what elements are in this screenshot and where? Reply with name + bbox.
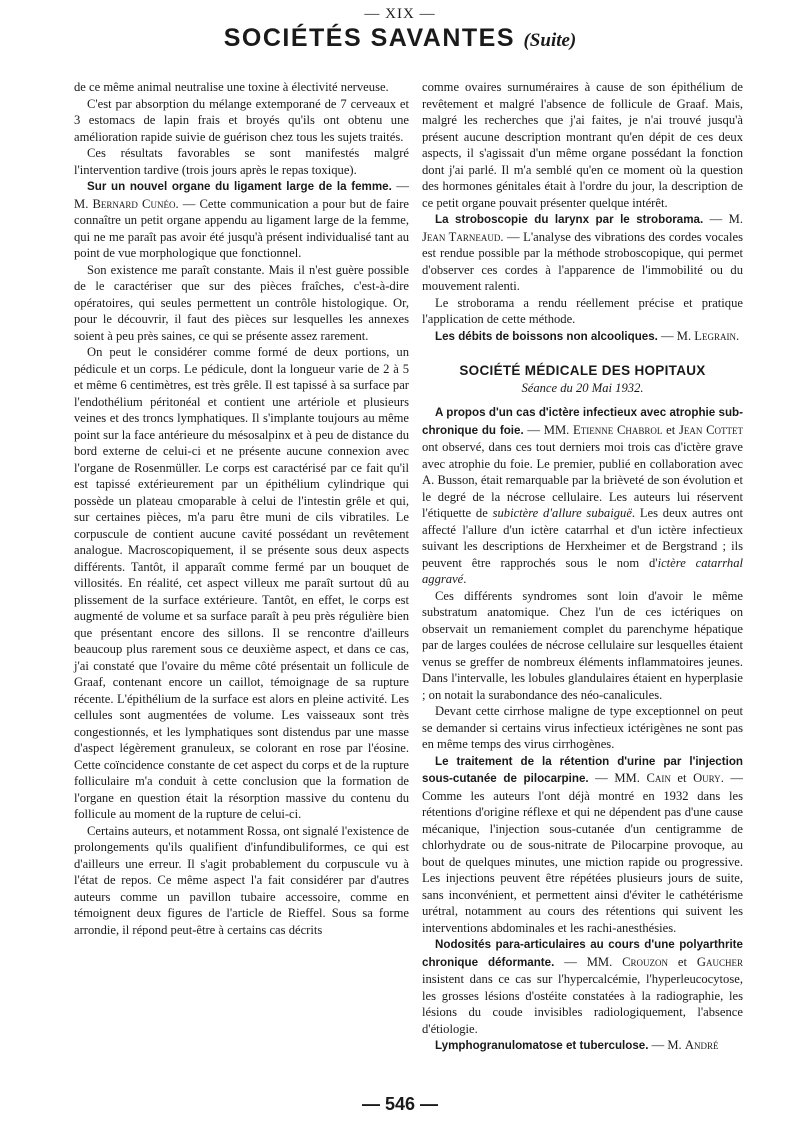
article-andre	[422, 1037, 743, 1055]
separator: — M.	[648, 1038, 685, 1052]
article-cuneo	[74, 178, 409, 262]
article-crouzon	[422, 936, 743, 1037]
article-text: . — L'analyse des vibrations des cordes vocales est rendue possible par la méthode stroboscopique, qui permet d'observer ces cordes à l'apparence de l'immobilité ou du mouvement ralenti.	[422, 229, 743, 293]
paragraph: Ces différents syndromes sont loin d'avoir le même substratum anatomique. Chez l'un de ces ictériques on observait un remaniement complet du parenchyme hépatique par de larges coulées de nécrose cellulaire sur lesquelles étaient venus se greffer de nombreux éléments inflammatoires jeunes. Dans l'intervalle, les lobules glandulaires étaient en hyperplasie ; on notait la surabondance des néo-canalicules.	[422, 588, 743, 702]
author-name: Oury	[693, 771, 721, 785]
author-name: Cain	[646, 771, 671, 785]
author-name: André	[684, 1038, 719, 1052]
paragraph: Certains auteurs, et notamment Rossa, ont signalé l'existence de prolongements qu'ils qualifient d'infundibuliformes, ce qui est d'ailleurs une erreur. Il s'agit probablement du corpuscule vu à l'état de repos. Ce même aspect l'a fait considérer par d'autres auteurs comme un pavillon tubaire accessoire, comme en témoignent deux figures de l'article de Rieffel. Sous sa forme arrondie, il répond peut-être à certains cas décrits	[74, 823, 409, 937]
separator: — M.	[657, 328, 695, 343]
separator: — M.	[74, 179, 409, 211]
author-name: Legrain	[694, 328, 736, 343]
page-number: — 546 —	[361, 1094, 439, 1114]
paragraph: de ce même animal neutralise une toxine à électivité nerveuse.	[74, 80, 389, 94]
author-name: Jean Cottet	[678, 422, 743, 437]
paragraph: Ces résultats favorables se sont manifestés malgré l'intervention tardive (trois jours après le repas toxique).	[74, 146, 409, 177]
punctuation: .	[463, 572, 467, 586]
right-column	[422, 79, 743, 1055]
page-title	[0, 24, 800, 53]
paragraph: C'est par absorption du mélange extemporané de 7 cerveaux et 3 estomacs de lapin frais et broyés qu'ils ont obtenu une amélioration rapide suivie de guérison chez tous les sujets traités.	[74, 96, 409, 144]
conjunction: et	[662, 422, 679, 437]
section-date: Séance du 20 Mai 1932.	[521, 380, 644, 395]
author-name: Etienne Chabrol	[573, 422, 663, 437]
article-legrain	[422, 328, 743, 346]
article-heading: A propos d'un cas d'ictère infectieux avec atrophie sub-chronique du foie.	[422, 406, 743, 437]
separator: — MM.	[554, 954, 623, 969]
article-chabrol	[422, 404, 743, 588]
title-main: SOCIÉTÉS SAVANTES	[223, 24, 516, 52]
paragraph: comme ovaires surnuméraires à cause de son épithélium de revêtement et malgré l'absence de follicule de Graaf. Mais, malgré les recherches que j'ai faites, je n'ai trouvé jusqu'à présent aucune description montrant qu'en dépit de ces deux aspects, il s'agissait d'un même organe possédant la fonction dont j'ai parlé. Il m'a semblé qu'en ce moment où la question des hormones génitales était à l'ordre du jour, la description de ce petit organe pouvait présenter quelque intérêt.	[422, 80, 743, 210]
article-text: ont observé, dans ces tout derniers moi trois cas d'ictère grave avec atrophie du foie. Le premier, publié en collaboration avec A. Busson, était remarquable par la brièveté de son évolution et le degré de la nécrose cellulaire. Les auteurs lui réservent l'étiquette de	[422, 440, 743, 520]
author-name: Bernard Cunéo	[92, 196, 176, 211]
author-name: Jean Tarneaud	[422, 229, 501, 244]
italic-term: ictère catarrhal aggravé	[422, 555, 743, 586]
title-suffix: (Suite)	[523, 30, 577, 51]
article-text: . Les deux autres ont affecté l'allure d'un ictère catarrhal et d'un ictère infectieux suivant les descriptions de Herxheimer et de Bergstrand ; ils peuvent être rapprochés sous le nom d'	[422, 506, 744, 570]
paragraph: On peut le considérer comme formé de deux portions, un pédicule et un corps. Le pédicule, dont la longueur varie de 2 à 5 et même 6 centimètres, est très grêle. Il est tapissé à sa surface par l'endothélium péritonéal et contient une artériole et plusieurs veines et des troncs lymphatiques. Il s'implante toujours au même point sur la face antérieure du mésosalpinx et à peu de distance du bord externe de celui-ci et ne présente aucune connexion avec l'organe de Rosenmüller. Le corps est caractérisé par ce fait qu'il est tapissé extérieurement par un épithélium cylindrique qui possède un plateau cmoparable à celui de l'intestin grêle et qui, sur certaines pièces, m'a paru être muni de cils vibratiles. Le corpuscule de contient aucune cavité possédant un revêtement analogue. Macroscopiquement, il se présente sous deux aspects différents. Tantôt, il apparaît comme fermé par un bouquet de villosités. En réalité, cet aspect villeux me paraît surtout dû au plissement de la surface extérieure. Tantôt, en effet, le corps est augmenté de volume et sa surface paraît à peu près régulière bien que présentant encore des sillons. Il se rencontre d'ailleurs beaucoup plus rarement sous ce deuxième aspect, et dans ce cas, j'ai constaté que l'ovaire du même côté présentait un follicule de Graaf, contenant encore un caillot, témoignage de sa rupture récente. L'épithélium de la surface est alors en pleine activité. Les cellules sont augmentées de volume. Les vaisseaux sont très congestionnés, et les lymphatiques sont distendus par une masse d'aspect légèrement granuleux, se colorant en rose par l'éosine. Cette coïncidence constante de cet aspect du corps et de la rupture folliculaire m'a conduit à cette conclusion que la formation de l'organe en question était la résorption massive du contenu du follicule au moment de la rupture de celui-ci.	[74, 345, 409, 821]
article-heading: Sur un nouvel organe du ligament large de la femme.	[87, 180, 392, 193]
article-heading: Lymphogranulomatose et tuberculose.	[435, 1039, 649, 1052]
author-name: Gaucher	[696, 954, 743, 969]
author-name: Crouzon	[622, 954, 669, 969]
paragraph: Le stroborama a rendu réellement précise et pratique l'application de cette méthode.	[422, 295, 743, 326]
separator: — MM.	[523, 422, 574, 437]
article-cain	[422, 753, 743, 937]
article-heading: Les débits de boissons non alcooliques.	[435, 329, 658, 343]
article-tarneaud	[422, 211, 743, 295]
article-heading: Le traitement de la rétention d'urine par l'injection sous-cutanée de pilocarpine.	[422, 754, 743, 785]
conjunction: et	[670, 771, 694, 785]
punctuation: .	[736, 328, 740, 343]
article-text: . — Comme les auteurs l'ont déjà montré en 1932 dans les rétentions d'origine réflexe et qui ne dépendent pas d'une cause mécanique, l'injection sous-cutanée d'un centigramme de chlorhydrate ou de sous-nitrate de Pilocarpine provoque, au bout de quelques minutes, une miction rapide ou progressive. Les injections peuvent être répétées plusieurs jours de suite, sans inconvénient, et permettent ainsi d'éviter le cathétérisme urétral, notamment au cours des rétentions qui suivent les interventions abdominales et les rachi-anesthésies.	[422, 771, 743, 935]
left-column	[74, 79, 409, 938]
separator: — MM.	[588, 771, 647, 785]
paragraph: Devant cette cirrhose maligne de type exceptionnel on peut se demander si certains virus infectieux ictérigènes ne sont pas en même temps des virus cirrhogènes.	[422, 704, 743, 751]
section-title: SOCIÉTÉ MÉDICALE DES HOPITAUX	[459, 363, 706, 378]
conjunction: et	[668, 954, 697, 969]
paragraph: Son existence me paraît constante. Mais il n'est guère possible de le caractériser que sur des pièces fraîches, c'est-à-dire opératoires, qui seules permettent un contrôle histologique. Or, pour le découvrir, il faut des pièces sur lesquelles les annexes soient à peu près saines, ce qui se présente assez rarement.	[74, 262, 409, 343]
page-roman-numeral: — XIX —	[364, 6, 436, 22]
article-text: . — Cette communication a pour but de faire connaître un petit organe appendu au ligament large de la femme, qui ne me paraît pas avoir été jusqu'à présent individualisé tant au point de vue morphologique que fonctionnel.	[74, 196, 409, 260]
article-heading: La stroboscopie du larynx par le stroborama.	[435, 213, 704, 226]
article-heading: Nodosités para-articulaires au cours d'une polyarthrite chronique déformante.	[422, 938, 743, 969]
article-text: insistent dans ce cas sur l'hypercalcémie, l'hyperleucocytose, les grosses lésions d'ostéite constatées à la radiographie, les lésions du coude invisibles radiologiquement, l'absence d'étiologie.	[422, 972, 743, 1036]
italic-term: subictère d'allure subaiguë	[492, 506, 632, 520]
separator: — M.	[703, 212, 743, 226]
